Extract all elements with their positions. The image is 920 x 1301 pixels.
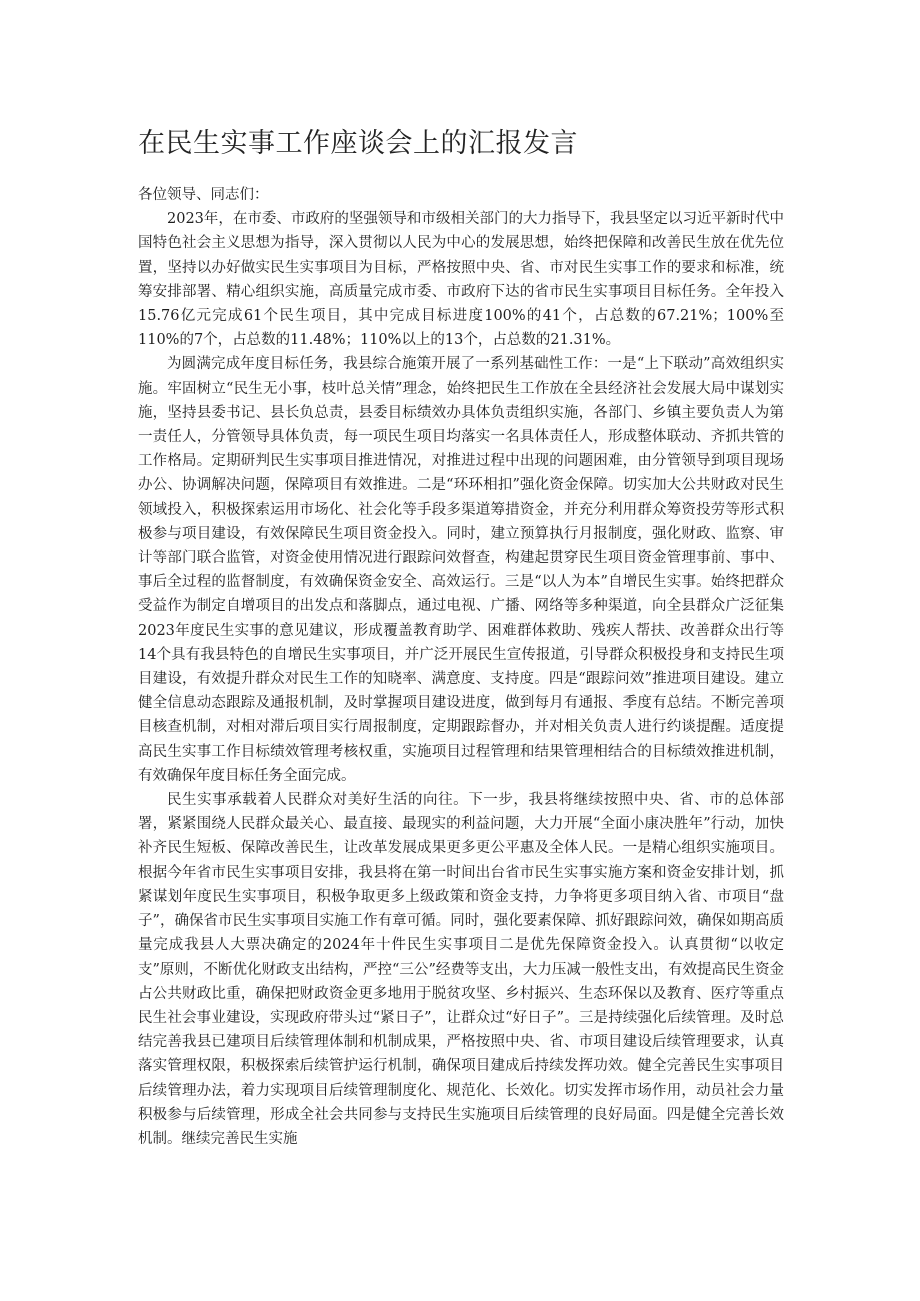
salutation: 各位领导、同志们： — [138, 187, 269, 203]
document-body — [138, 183, 784, 1151]
document-title: 在民生实事工作座谈会上的汇报发言 — [138, 128, 578, 159]
paragraph-measures: 为圆满完成年度目标任务，我县综合施策开展了一系列基础性工作：一是“上下联动”高效组织实施。牢固树立“民生无小事，枝叶总关情”理念，始终把民生工作放在全县经济社会发展大局中谋划实施，坚持县委书记、县长负总责，县委目标绩效办具体负责组织实施，各部门、乡镇主要负责人为第一责任人，分管领导具体负责，每一项民生项目均落实一名具体责任人，形成整体联动、齐抓共管的工作格局。定期研判民生实事项目推进情况，对推进过程中出现的问题困难，由分管领导到项目现场办公、协调解决问题，保障项目有效推进。二是“环环相扣”强化资金保障。切实加大公共财政对民生领域投入，积极探索运用市场化、社会化等手段多渠道筹措资金，并充分利用群众筹资投劳等形式积极参与项目建设，有效保障民生项目资金投入。同时，建立预算执行月报制度，强化财政、监察、审计等部门联合监管，对资金使用情况进行跟踪问效督查，构建起贯穿民生项目资金管理事前、事中、事后全过程的监督制度，有效确保资金安全、高效运行。三是“以人为本”自增民生实事。始终把群众受益作为制定自增项目的出发点和落脚点，通过电视、广播、网络等多种渠道，向全县群众广泛征集2023年度民生实事的意见建议，形成覆盖教育助学、困难群体救助、残疾人帮扶、改善群众出行等14个具有我县特色的自增民生实事项目，并广泛开展民生宣传报道，引导群众积极投身和支持民生项目建设，有效提升群众对民生工作的知晓率、满意度、支持度。四是“跟踪问效”推进项目建设。建立健全信息动态跟踪及通报机制，及时掌握项目建设进度，做到每月有通报、季度有总结。不断完善项目核查机制，对相对滞后项目实行周报制度，定期跟踪督办，并对相关负责人进行约谈提醒。适度提高民生实事工作目标绩效管理考核权重，实施项目过程管理和结果管理相结合的目标绩效推进机制，有效确保年度目标任务全面完成。 — [138, 356, 784, 784]
paragraph-next-steps: 民生实事承载着人民群众对美好生活的向往。下一步，我县将继续按照中央、省、市的总体部署，紧紧围绕人民群众最关心、最直接、最现实的利益问题，大力开展“全面小康决胜年”行动，加快补齐民生短板、保障改善民生，让改革发展成果更多更公平惠及全体人民。一是精心组织实施项目。根据今年省市民生实事项目安排，我县将在第一时间出台省市民生实事实施方案和资金安排计划，抓紧谋划年度民生实事项目，积极争取更多上级政策和资金支持，力争将更多项目纳入省、市项目“盘子”，确保省市民生实事项目实施工作有章可循。同时，强化要素保障、抓好跟踪问效，确保如期高质量完成我县人大票决确定的2024年十件民生实事项目二是优先保障资金投入。认真贯彻“以收定支”原则，不断优化财政支出结构，严控“三公”经费等支出，大力压减一般性支出，有效提高民生资金占公共财政比重，确保把财政资金更多地用于脱贫攻坚、乡村振兴、生态环保以及教育、医疗等重点民生社会事业建设，实现政府带头过“紧日子”，让群众过“好日子”。三是持续强化后续管理。及时总结完善我县已建项目后续管理体制和机制成果，严格按照中央、省、市项目建设后续管理要求，认真落实管理权限，积极探索后续管护运行机制，确保项目建成后持续发挥功效。健全完善民生实事项目后续管理办法，着力实现项目后续管理制度化、规范化、长效化。切实发挥市场作用，动员社会力量积极参与后续管理，形成全社会共同参与支持民生实施项目后续管理的良好局面。四是健全完善长效机制。继续完善民生实施 — [138, 792, 784, 1147]
paragraph-overview: 2023年，在市委、市政府的坚强领导和市级相关部门的大力指导下，我县坚定以习近平新时代中国特色社会主义思想为指导，深入贯彻以人民为中心的发展思想，始终把保障和改善民生放在优先位置，坚持以办好做实民生实事项目为目标，严格按照中央、省、市对民生实事工作的要求和标准，统筹安排部署、精心组织实施，高质量完成市委、市政府下达的省市民生实事项目目标任务。全年投入15.76亿元完成61个民生项目，其中完成目标进度100%的41个，占总数的67.21%；100%至110%的7个，占总数的11.48%；110%以上的13个，占总数的21.31%。 — [138, 211, 784, 349]
